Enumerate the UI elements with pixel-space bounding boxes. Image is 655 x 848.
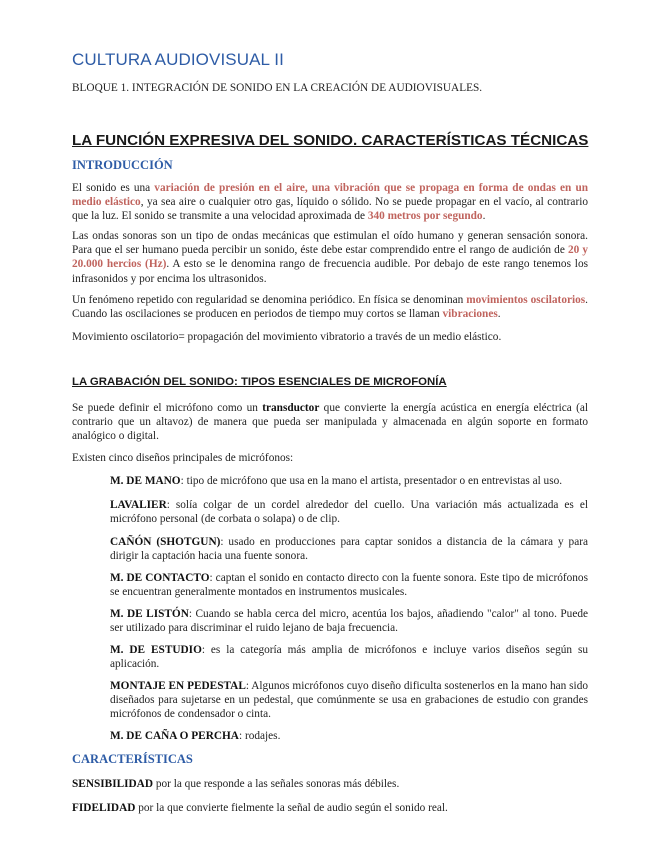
main-heading: LA FUNCIÓN EXPRESIVA DEL SONIDO. CARACTERÍSTICAS TÉCNICAS: [72, 132, 589, 149]
characteristics-heading: CARACTERÍSTICAS: [72, 752, 193, 766]
highlight-audible-range: 20 y 20.000 hercios (Hz): [72, 244, 589, 271]
mic-item-pedestal: MONTAJE EN PEDESTAL: Algunos micrófonos cuyo diseño dificulta sostenerlos en la mano han sido diseñados para sujetarse en un pedestal, que comúnmente se usa en grabaciones de estudio con grandes micrófonos de condensador o cinta.: [110, 680, 588, 721]
course-title: CULTURA AUDIOVISUAL II: [72, 50, 284, 69]
mic-item-liston: M. DE LISTÓN: Cuando se habla cerca del micro, acentúa los bajos, añadiendo "calor" al tono. Puede ser utilizado para discriminar el ruido lejano de baja frecuencia.: [110, 608, 588, 635]
mic-item-cana: M. DE CAÑA O PERCHA: rodajes.: [110, 730, 281, 742]
intro-heading: INTRODUCCIÓN: [72, 158, 173, 172]
intro-paragraph-3: Un fenómeno repetido con regularidad se denomina periódico. En física se denominan movimientos oscilatorios. Cuando las oscilaciones se producen en periodos de tiempo muy cortos se llaman vibraciones.: [72, 294, 588, 321]
recording-heading: LA GRABACIÓN DEL SONIDO: TIPOS ESENCIALES DE MICROFONÍA: [72, 376, 447, 388]
highlight-sound-definition: variación de presión en el aire, una vibración que se propaga en forma de ondas en un medio elástico: [72, 182, 589, 209]
term-transductor: transductor: [262, 402, 320, 414]
intro-paragraph-4: Movimiento oscilatorio= propagación del movimiento vibratorio a través de un medio elástico.: [72, 331, 502, 343]
mic-item-estudio: M. DE ESTUDIO: es la categoría más amplia de micrófonos e incluye varios diseños según su aplicación.: [110, 644, 588, 671]
characteristic-sensibilidad: SENSIBILIDAD por la que responde a las señales sonoras más débiles.: [72, 778, 400, 790]
mic-item-mano: M. DE MANO: tipo de micrófono que usa en la mano el artista, presentador o en entrevistas al uso.: [110, 475, 563, 487]
intro-paragraph-2: Las ondas sonoras son un tipo de ondas mecánicas que estimulan el oído humano y generan sensación sonora. Para que el ser humano pueda percibir un sonido, éste debe estar comprendido entre el rango de audición de 20 y 20.000 hercios (Hz). A esto se le denomina rango de frecuencia audible. Por debajo de este rango tenemos los infrasonidos y por encima los ultrasonidos.: [72, 230, 589, 285]
highlight-vibrations: vibraciones: [442, 308, 498, 321]
mic-item-canon: CAÑÓN (SHOTGUN): usado en producciones para captar sonidos a distancia de la cámara y para dirigir la captación hacia una fuente sonora.: [110, 536, 588, 563]
intro-paragraph-1: El sonido es una variación de presión en el aire, una vibración que se propaga en forma de ondas en un medio elástico, ya sea aire o cualquier otro gas, líquido o sólido. No se puede propagar en el vacío, al contrario que la luz. El sonido se transmite a una velocidad aproximada de 340 metros por segundo.: [72, 182, 589, 223]
mic-item-contacto: M. DE CONTACTO: captan el sonido en contacto directo con la fuente sonora. Este tipo de micrófonos se encuentran generalmente montados en instrumentos musicales.: [110, 572, 588, 599]
characteristic-fidelidad: FIDELIDAD por la que convierte fielmente la señal de audio según el sonido real.: [72, 802, 448, 814]
highlight-sound-speed: 340 metros por segundo: [367, 210, 483, 223]
recording-paragraph-2: Existen cinco diseños principales de micrófonos:: [72, 452, 294, 464]
highlight-oscillatory: movimientos oscilatorios: [466, 294, 586, 306]
mic-item-lavalier: LAVALIER: solía colgar de un cordel alrededor del cuello. Una variación más actualizada es el micrófono personal (de corbata o solapa) o de clip.: [110, 499, 588, 526]
recording-paragraph-1: Se puede definir el micrófono como un transductor que convierte la energía acústica en energía eléctrica (al contrario que un altavoz) de manera que pueda ser manipulada y almacenada en algún soporte en formato analógico o digital.: [72, 402, 588, 443]
block-title: BLOQUE 1. INTEGRACIÓN DE SONIDO EN LA CREACIÓN DE AUDIOVISUALES.: [72, 82, 483, 94]
